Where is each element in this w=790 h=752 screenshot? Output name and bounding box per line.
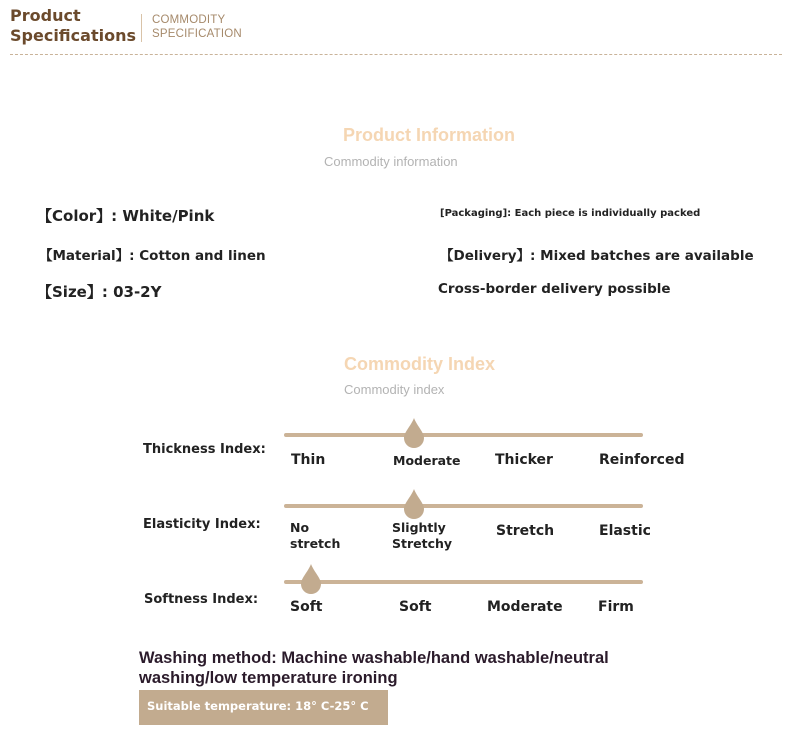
header-divider xyxy=(141,14,142,42)
elasticity-level-no-stretch-line2: stretch xyxy=(290,536,341,551)
info-material: 【Material】: Cotton and linen xyxy=(39,248,266,264)
thickness-level-thin: Thin xyxy=(291,452,326,468)
elasticity-level-slightly-stretchy-line1: Slightly xyxy=(392,520,446,535)
info-size: 【Size】: 03-2Y xyxy=(37,283,162,301)
product-info-subtitle: Commodity information xyxy=(324,154,458,169)
info-cross-border: Cross-border delivery possible xyxy=(438,281,671,297)
elasticity-level-slightly-stretchy xyxy=(392,520,452,552)
thickness-index-label: Thickness Index: xyxy=(143,442,266,457)
softness-level-soft-1: Soft xyxy=(290,599,323,615)
thickness-level-thicker: Thicker xyxy=(495,452,553,468)
page-title-line1: Product xyxy=(10,6,81,25)
info-delivery: 【Delivery】: Mixed batches are available xyxy=(440,248,754,264)
softness-level-firm: Firm xyxy=(598,599,634,615)
elasticity-index-label: Elasticity Index: xyxy=(143,517,261,532)
page-title-line2: Specifications xyxy=(10,26,136,45)
elasticity-index-track xyxy=(284,504,643,508)
elasticity-level-no-stretch xyxy=(290,520,340,552)
softness-index-marker xyxy=(300,564,322,594)
elasticity-level-stretch: Stretch xyxy=(496,523,555,539)
commodity-index-subtitle: Commodity index xyxy=(344,382,445,397)
washing-method: Washing method: Machine washable/hand washable/neutral washing/low temperature ironing xyxy=(139,649,609,687)
elasticity-level-elastic: Elastic xyxy=(599,523,651,539)
product-info-title: Product Information xyxy=(343,125,515,145)
elasticity-index-marker xyxy=(403,489,425,519)
elasticity-level-no-stretch-line1: No xyxy=(290,520,310,535)
thickness-level-moderate: Moderate xyxy=(393,453,461,468)
softness-index-track xyxy=(284,580,643,584)
info-packaging: [Packaging]: Each piece is individually packed xyxy=(440,208,701,219)
softness-level-moderate: Moderate xyxy=(487,599,563,615)
header-rule xyxy=(10,54,782,55)
page-subtitle-line2: SPECIFICATION xyxy=(152,28,242,40)
page-title xyxy=(10,6,140,46)
info-color: 【Color】: White/Pink xyxy=(37,207,215,225)
thickness-index-track xyxy=(284,433,643,437)
commodity-index-title: Commodity Index xyxy=(344,354,496,374)
softness-level-soft-2: Soft xyxy=(399,599,432,615)
thickness-index-marker xyxy=(403,418,425,448)
elasticity-level-slightly-stretchy-line2: Stretchy xyxy=(392,536,453,551)
thickness-level-reinforced: Reinforced xyxy=(599,452,685,468)
page-subtitle-line1: COMMODITY xyxy=(152,14,226,26)
softness-index-label: Softness Index: xyxy=(144,592,259,607)
temperature-text: Suitable temperature: 18° C-25° C xyxy=(147,699,369,713)
page-subtitle xyxy=(152,13,242,41)
